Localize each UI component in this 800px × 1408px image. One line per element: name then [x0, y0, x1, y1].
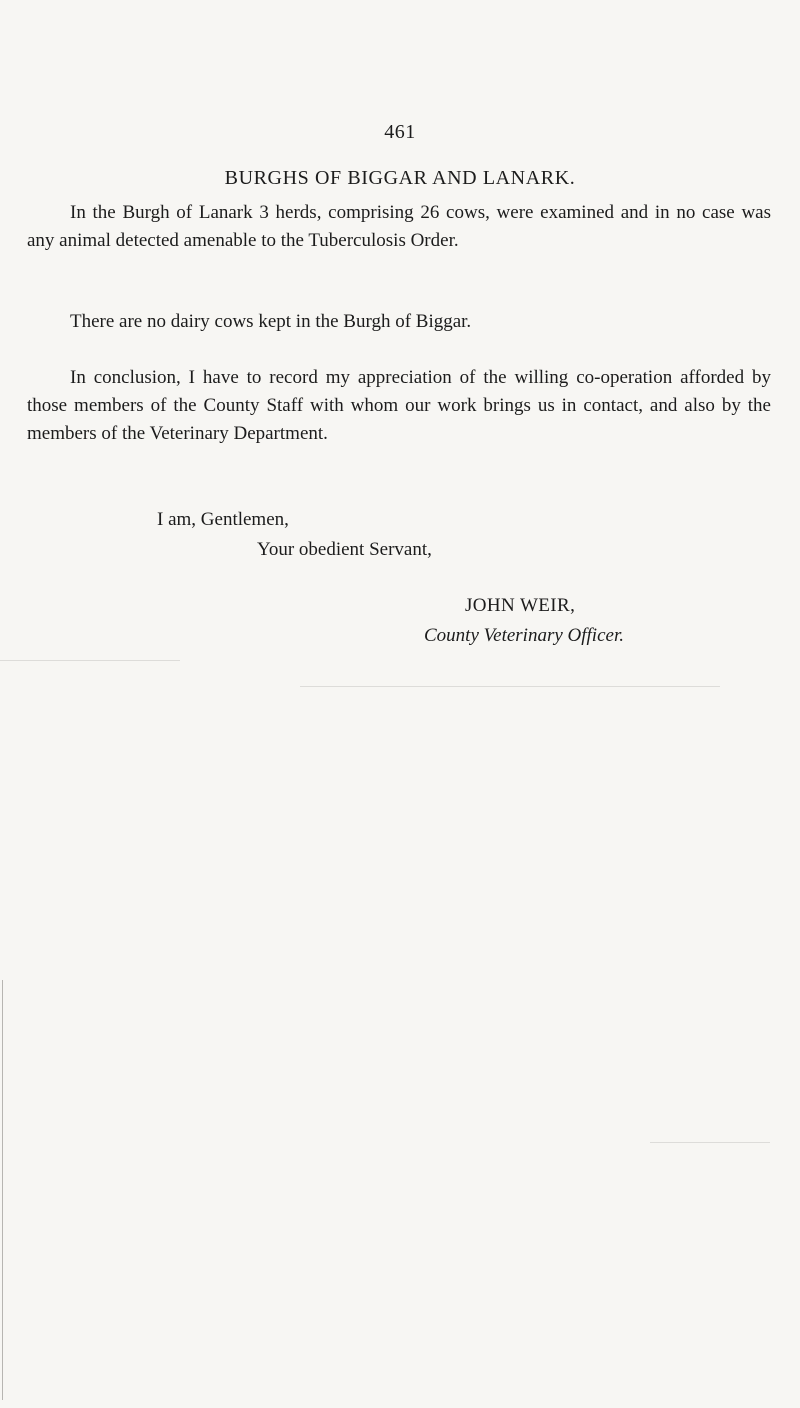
salutation: I am, Gentlemen,	[157, 509, 289, 530]
section-heading: BURGHS OF BIGGAR AND LANARK.	[224, 167, 576, 189]
scan-artifact	[300, 686, 720, 687]
scan-artifact	[650, 1142, 770, 1143]
valediction: Your obedient Servant,	[257, 539, 432, 560]
scan-artifact	[0, 660, 180, 661]
paragraph-biggar: There are no dairy cows kept in the Burgh of Biggar.	[70, 311, 472, 332]
paragraph-conclusion: In conclusion, I have to record my appreciation of the willing co-operation afforded by those members of the County Staff with whom our work brings us in contact, and also by the members of the Veterinary Department.	[27, 367, 771, 444]
scan-edge	[2, 980, 3, 1400]
page-number: 461	[384, 121, 416, 143]
paragraph-lanark: In the Burgh of Lanark 3 herds, comprising 26 cows, were examined and in no case was any animal detected amenable to the Tuberculosis Order.	[27, 202, 771, 251]
signature-name: JOHN WEIR,	[465, 595, 576, 616]
signature-title: County Veterinary Officer.	[424, 625, 624, 646]
